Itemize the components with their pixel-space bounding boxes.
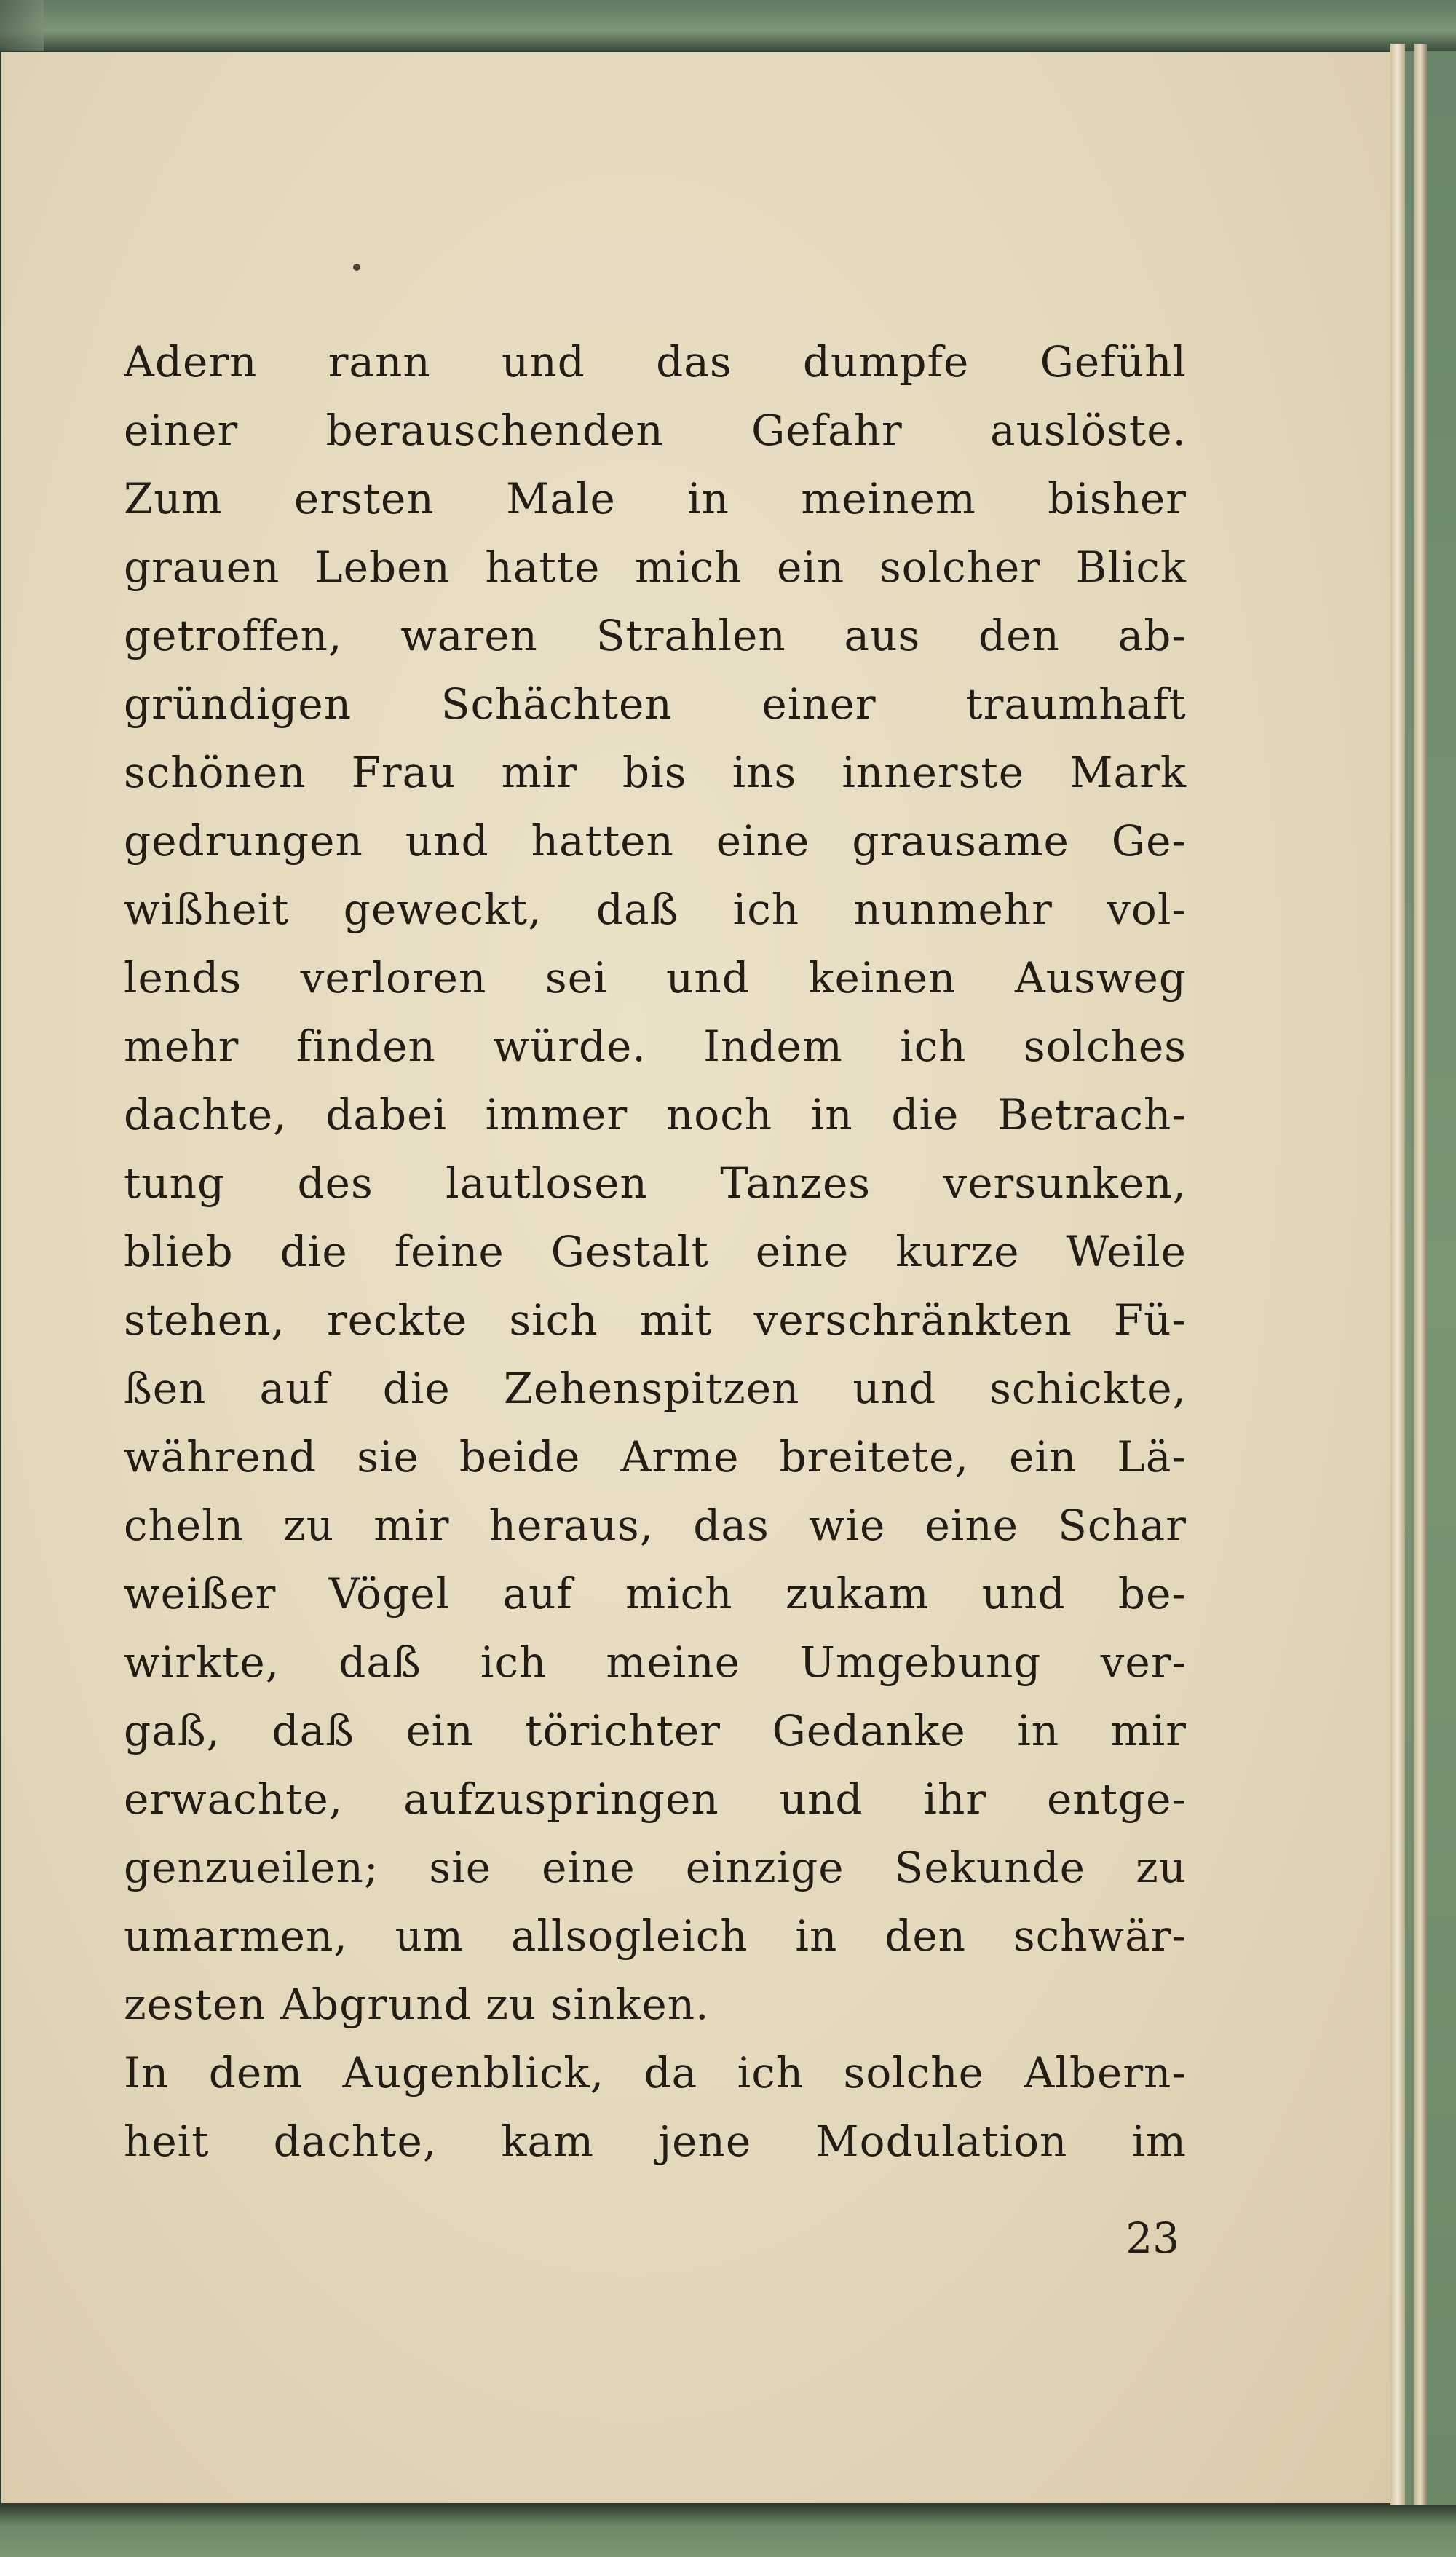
text-line: gründigen Schächten einer traumhaft [124,679,1187,729]
text-line: cheln zu mir heraus, das wie eine Schar [124,1501,1187,1550]
text-line: gaß, daß ein törichter Gedanke in mir [124,1706,1187,1755]
text-line: während sie beide Arme breitete, ein Lä- [124,1432,1187,1482]
book-page [0,51,1405,2505]
text-line: ßen auf die Zehenspitzen und schickte, [124,1364,1187,1413]
page-edge [1414,44,1427,2512]
book-cover-top-edge [0,0,1456,51]
text-line: Zum ersten Male in meinem bisher [124,474,1187,523]
text-line: schönen Frau mir bis ins innerste Mark [124,748,1187,797]
text-line: blieb die feine Gestalt eine kurze Weile [124,1227,1187,1276]
text-line: tung des lautlosen Tanzes versunken, [124,1158,1187,1208]
text-line: zesten Abgrund zu sinken. [124,1980,710,2029]
text-line: gedrungen und hatten eine grausame Ge- [124,816,1187,866]
ink-speck [353,264,360,271]
text-line: wirkte, daß ich meine Umgebung ver- [124,1637,1187,1687]
text-line: lends verloren sei und keinen Ausweg [124,953,1187,1003]
text-line: erwachte, aufzuspringen und ihr entge- [124,1774,1187,1824]
text-line: dachte, dabei immer noch in die Betrach- [124,1090,1187,1139]
page-text [124,328,1187,2175]
text-line: stehen, reckte sich mit verschränkten Fü- [124,1295,1187,1345]
text-line: mehr finden würde. Indem ich solches [124,1021,1187,1071]
text-line: umarmen, um allsogleich in den schwär- [124,1911,1187,1961]
text-line: In dem Augenblick, da ich solche Albern- [124,2048,1187,2098]
text-line: wißheit geweckt, daß ich nunmehr vol- [124,885,1187,934]
text-line: Adern rann und das dumpfe Gefühl [124,337,1187,387]
text-line: getroffen, waren Strahlen aus den ab- [124,611,1187,660]
text-line: grauen Leben hatte mich ein solcher Blick [124,542,1187,592]
page-edge [1390,44,1405,2505]
text-line: einer berauschenden Gefahr auslöste. [124,406,1187,455]
book-cover-bottom-edge [0,2505,1456,2557]
text-line: genzueilen; sie eine einzige Sekunde zu [124,1843,1187,1892]
text-line: heit dachte, kam jene Modulation im [124,2117,1187,2166]
page-number: 23 [1125,2213,1179,2263]
text-line: weißer Vögel auf mich zukam und be- [124,1569,1187,1619]
